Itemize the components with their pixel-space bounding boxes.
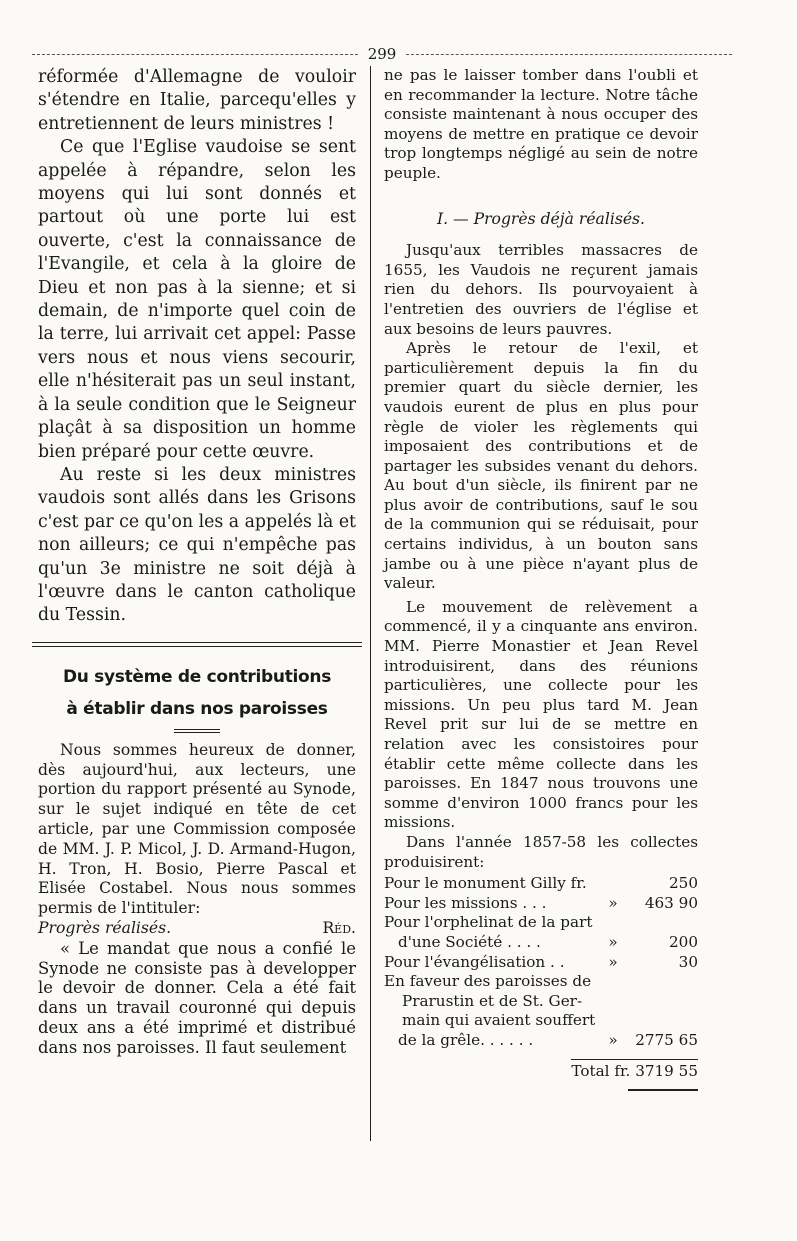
table-row	[384, 874, 698, 894]
table-row-label: Pour le monument Gilly fr.	[384, 874, 587, 893]
table-row-label: Pour les missions . . .	[384, 893, 547, 912]
right-paragraph: Dans l'année 1857-58 les collectes produisirent:	[384, 832, 698, 871]
article-title	[38, 661, 356, 725]
table-row	[384, 992, 698, 1012]
table-row-mark: »	[608, 952, 618, 971]
report-quote: « Le mandat que nous a confié le Synode ne consiste pas à developper le devoir de donner. Cela a été fait dans un travail couronné qui depuis deux ans a été imprimé et distribué dans nos paroisses. Il faut seulement	[38, 938, 356, 1057]
right-paragraph: Le mouvement de relèvement a commencé, il y a cinquante ans environ. MM. Pierre Monastier et Jean Revel introduisirent, dans des réunions particulières, une collecte pour les missions. Un peu plus tard M. Jean Revel prit sur lui de se mettre en relation avec les consistoires pour établir cette même collecte dans les paroisses. En 1847 nous trouvons une somme d'environ 1000 francs pour les missions.	[384, 597, 698, 832]
right-paragraph: Après le retour de l'exil, et particulièrement depuis la fin du premier quart du siècle dernier, les vaudois eurent de plus en plus pour règle de violer les règlements qui imposaient des contributions et de partager les subsides venant du dehors. Au bout d'un siècle, ils finirent par ne plus avoir de contributions, sauf le sou de la communion qui se réduisait, pour certains individus, à un bouton sans jambe ou à une pièce n'ayant plus de valeur.	[384, 339, 698, 593]
table-row-label: d'une Société . . . .	[398, 932, 541, 951]
end-rule	[628, 1089, 698, 1091]
table-row-mark: »	[608, 932, 618, 951]
intro-signature-line	[38, 919, 356, 939]
table-row-mark	[604, 992, 622, 1012]
collections-table	[384, 874, 698, 1050]
header-rule-right	[406, 54, 732, 55]
table-row-mark: »	[608, 893, 618, 912]
intro-text: Nous sommes heureux de donner, dès aujourd'hui, aux lecteurs, une portion du rapport présenté au Synode, sur le sujet indiqué en tête de cet article, par une Commission composée de MM. J. P. Micol, J. D. Armand-Hugon, H. Tron, H. Bosio, Pierre Pascal et Elisée Costabel. Nous nous sommes permis de l'intituler:	[38, 740, 356, 918]
left-column	[38, 66, 356, 1058]
header-rule-left	[32, 54, 358, 55]
table-row-mark: »	[608, 1030, 618, 1049]
table-row-label: de la grêle. . . . . .	[398, 1030, 534, 1049]
table-row-amount	[622, 913, 698, 933]
right-column	[384, 66, 698, 1091]
right-continuation: ne pas le laisser tomber dans l'oubli et en recommander la lecture. Notre tâche consiste maintenant à nous occuper des moyens de mettre en pratique ce devoir trop longtemps négligé au sein de notre peuple.	[384, 66, 698, 182]
total-amount: Total fr. 3719 55	[571, 1059, 698, 1082]
intro-italic-title: Progrès réalisés.	[38, 918, 172, 937]
article-separator	[32, 642, 362, 647]
table-row-mark	[604, 972, 622, 992]
table-row-label: main qui avaient souffert	[402, 1011, 596, 1030]
table-row-amount	[622, 992, 698, 1012]
table-row	[384, 972, 698, 992]
table-row-label: Pour l'orphelinat de la part	[384, 913, 593, 932]
table-row	[384, 913, 698, 933]
left-paragraph: réformée d'Allemagne de vouloir s'étendre en Italie, parcequ'elles y entretiennent de leurs ministres !	[38, 67, 356, 134]
column-divider	[370, 66, 371, 1141]
table-row	[384, 933, 698, 953]
table-row-label: En faveur des paroisses de	[384, 972, 592, 991]
article-title-line: à établir dans nos paroisses	[66, 698, 328, 719]
table-row-label: Pour l'évangélisation . .	[384, 952, 565, 971]
left-paragraph: Ce que l'Eglise vaudoise se sent appelée à répandre, selon les moyens qui lui sont donnés et partout où une porte lui est ouverte, c'est la connaissance de l'Evangile, et cela à la gloire de Dieu et non pas à la sienne; et si demain, de n'importe quel coin de la terre, lui arrivait cet appel: Passe vers nous et nous viens secourir, elle n'hésiterait pas un seul instant, à la seule condition que le Seigneur plaçât à sa disposition un homme bien préparé pour cette œuvre.	[38, 137, 356, 462]
table-row-label: Prarustin et de St. Ger-	[402, 991, 583, 1010]
table-row-amount: 250	[669, 874, 698, 893]
table-row-mark	[604, 1011, 622, 1031]
article-title-line: Du système de contributions	[62, 666, 332, 687]
editor-signature: Réd.	[322, 918, 356, 937]
table-row-amount: 200	[669, 932, 698, 951]
total-line	[384, 1059, 698, 1082]
table-row-mark	[604, 874, 622, 894]
table-row	[384, 1011, 698, 1031]
page-number: 299	[367, 45, 397, 63]
title-rule	[174, 729, 220, 733]
article-intro	[38, 741, 356, 939]
right-paragraph: Jusqu'aux terribles massacres de 1655, les Vaudois ne reçurent jamais rien du dehors. Ils pourvoyaient à l'entretien des ouvriers de l'église et aux besoins de leurs pauvres.	[384, 241, 698, 338]
table-row-amount: 463 90	[644, 893, 698, 912]
table-row-amount: 2775 65	[635, 1030, 698, 1049]
table-row	[384, 894, 698, 914]
page-header	[32, 44, 732, 64]
section-title: I. — Progrès déjà réalisés.	[436, 209, 646, 228]
table-row	[384, 1031, 698, 1051]
table-row	[384, 953, 698, 973]
table-row-mark	[604, 913, 622, 933]
table-row-amount	[622, 1011, 698, 1031]
left-paragraph: Au reste si les deux ministres vaudois sont allés dans les Grisons c'est par ce qu'on les a appelés là et non ailleurs; ce qui n'empêche pas qu'un 3e ministre ne soit déjà à l'œuvre dans le canton catholique du Tessin.	[38, 464, 356, 626]
table-row-amount: 30	[678, 952, 698, 971]
table-row-amount	[622, 972, 698, 992]
